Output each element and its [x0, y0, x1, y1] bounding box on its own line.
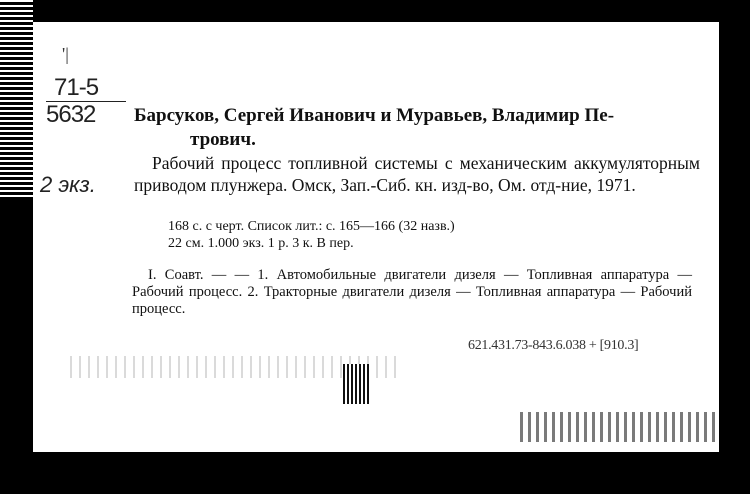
shelf-mark-line2: 5632: [46, 101, 96, 128]
handwritten-shelf-mark: [46, 75, 126, 128]
scan-edge-bottom: [0, 452, 750, 494]
physical-line1: 168 с. с черт. Список лит.: с. 165—166 (32 назв.): [168, 219, 455, 234]
title-description: [134, 152, 700, 196]
author-heading: [134, 104, 704, 152]
title-text: Рабочий процесс топливной системы с механическим аккумуляторным приводом плунжера. Омск, Зап.-Сиб. кн. изд-во, Ом. отд-ние, 1971.: [134, 153, 700, 195]
handwritten-copies-note: 2 экз.: [40, 172, 96, 197]
physical-description: [168, 218, 688, 252]
subject-tracings: I. Соавт. — — 1. Автомобильные двигатели дизеля — Топливная аппаратура — Рабочий процесс. 2. Тракторные двигатели дизеля — Топливная аппаратура — Рабочий процесс.: [132, 267, 692, 317]
physical-line2: 22 см. 1.000 экз. 1 р. 3 к. В пер.: [168, 236, 354, 251]
classification-number: 621.431.73-843.6.038 + [910.3]: [468, 338, 639, 353]
scan-edge-left: [0, 0, 33, 200]
shelf-mark-line1: 71-5: [46, 75, 126, 102]
scan-edge-right: [719, 22, 750, 452]
author-line1: Барсуков, Сергей Иванович и Муравьев, Владимир Пе-: [134, 105, 615, 126]
handwritten-tick: '|: [62, 44, 69, 64]
ink-blot: [343, 364, 369, 404]
author-line2: трович.: [190, 129, 256, 150]
scan-dashes: [520, 412, 720, 442]
